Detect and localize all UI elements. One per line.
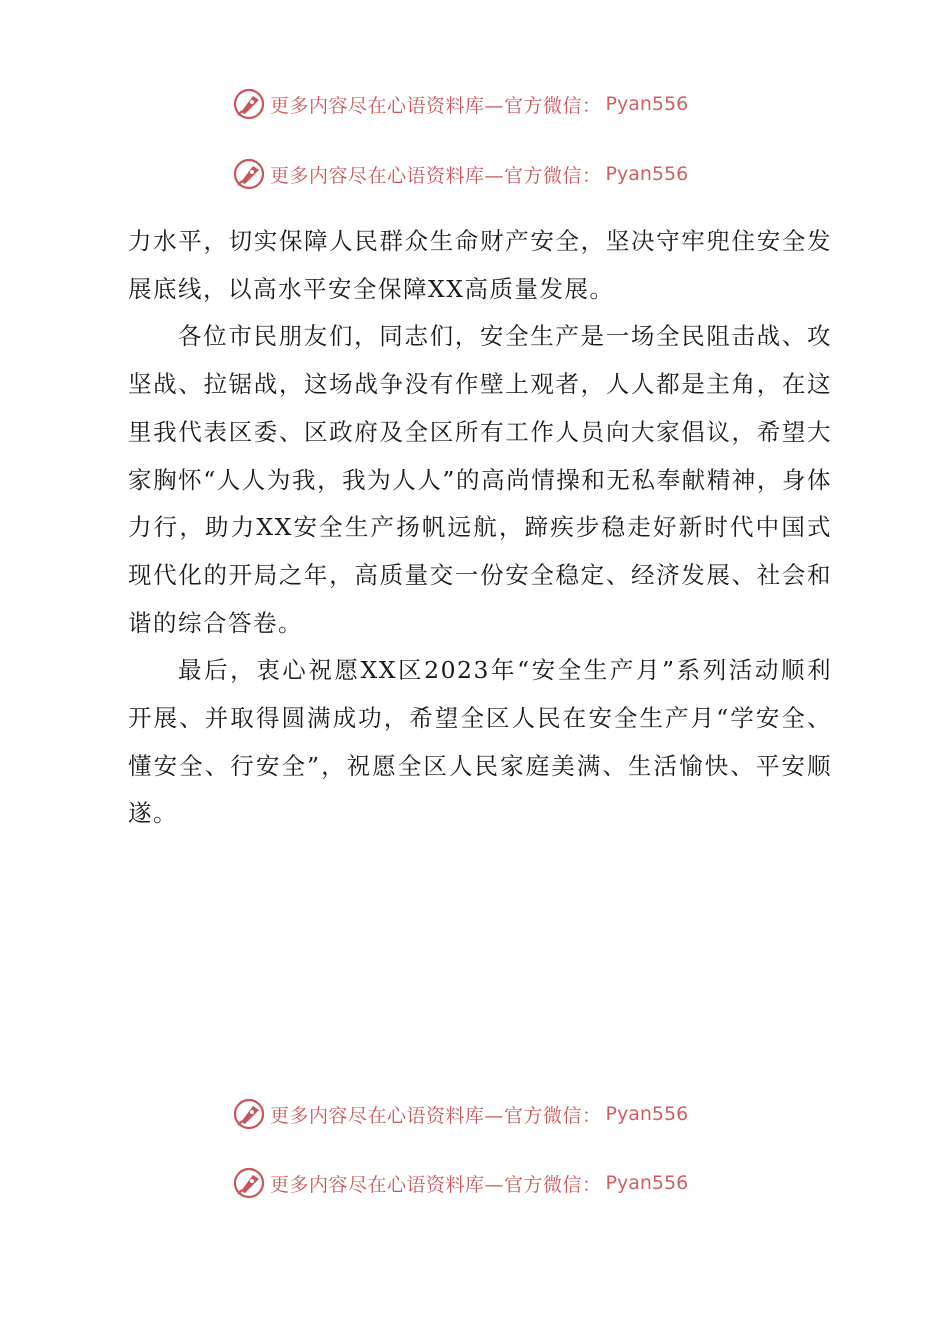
document-body — [128, 218, 832, 838]
watermark-banner-top-1 — [232, 86, 688, 122]
paragraph-continuation: 力水平，切实保障人民群众生命财产安全，坚决守牢兜住安全发展底线，以高水平安全保障XX高质量发展。 — [128, 227, 832, 303]
paragraph-closing: 最后，衷心祝愿XX区2023年“安全生产月”系列活动顺利开展、并取得圆满成功，希望全区人民在安全生产月“学安全、懂安全、行安全”，祝愿全区人民家庭美满、生活愉快、平安顺遂。 — [128, 656, 832, 828]
pen-nib-logo-icon — [232, 1097, 266, 1131]
pen-nib-logo-icon — [232, 87, 266, 121]
watermark-promo-text: 更多内容尽在心语资料库—官方微信： — [270, 94, 602, 117]
paragraph-appeal: 各位市民朋友们，同志们，安全生产是一场全民阻击战、攻坚战、拉锯战，这场战争没有作壁上观者，人人都是主角，在这里我代表区委、区政府及全区所有工作人员向大家倡议，希望大家胸怀“人人为我，我为人人”的高尚情操和无私奉献精神，身体力行，助力XX安全生产扬帆远航，蹄疾步稳走好新时代中国式现代化的开局之年，高质量交一份安全稳定、经济发展、社会和谐的综合答卷。 — [128, 322, 832, 637]
pen-nib-logo-icon — [232, 157, 266, 191]
watermark-wechat-id: Pyan556 — [605, 163, 689, 185]
watermark-promo-text: 更多内容尽在心语资料库—官方微信： — [270, 1104, 602, 1127]
pen-nib-logo-icon — [232, 1166, 266, 1200]
watermark-banner-bottom-1 — [232, 1096, 688, 1132]
watermark-wechat-id: Pyan556 — [605, 93, 689, 115]
watermark-wechat-id: Pyan556 — [605, 1172, 689, 1194]
watermark-promo-text: 更多内容尽在心语资料库—官方微信： — [270, 164, 602, 187]
watermark-banner-bottom-2 — [232, 1165, 688, 1201]
watermark-wechat-id: Pyan556 — [605, 1103, 689, 1125]
watermark-promo-text: 更多内容尽在心语资料库—官方微信： — [270, 1173, 602, 1196]
watermark-banner-top-2 — [232, 156, 688, 192]
